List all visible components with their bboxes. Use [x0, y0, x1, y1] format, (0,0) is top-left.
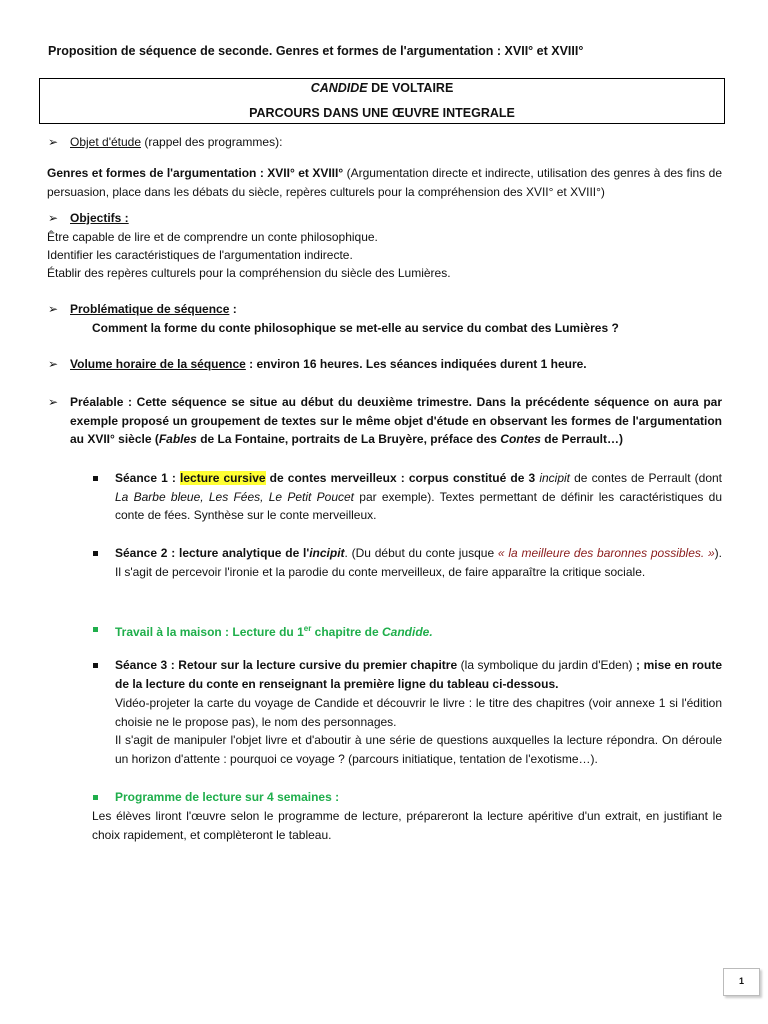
problematique-label: Problématique de séquence [70, 302, 230, 316]
travail-sup: er [303, 624, 312, 633]
travail-candide: Candide. [382, 625, 433, 639]
seance3-video: Vidéo-projeter la carte du voyage de Candide et découvrir le livre : le titre des chapitres (voir annexe 1 si l'édition choisie ne le propose pas), le nom des personnages. [115, 696, 722, 729]
travail-text: Travail à la maison : Lecture du 1 [115, 625, 304, 639]
volume-line [70, 355, 587, 374]
square-bullet-icon [93, 795, 98, 800]
seance3-label: Séance 3 : Retour sur la lecture cursive du premier chapitre [115, 658, 458, 672]
seance1-paragraph [115, 469, 722, 525]
seance2-text: ). Il s'agit de percevoir l'ironie et la parodie du conte merveilleux, de faire apparaître la critique sociale. [115, 546, 722, 579]
volume-label: Volume horaire de la séquence [70, 357, 246, 371]
programme-text: Les élèves liront l'œuvre selon le programme de lecture, prépareront la lecture apéritive d'un extrait, en justifiant le choix rapidement, et complèteront le tableau. [92, 809, 722, 842]
subtitle-line: PARCOURS DANS UNE ŒUVRE INTEGRALE [249, 106, 515, 120]
programme-label: Programme de lecture sur 4 semaines : [115, 790, 340, 804]
seance3-text: (la symbolique du jardin d'Eden) [457, 658, 637, 672]
seance1-incipit: incipit [539, 471, 571, 485]
seance2-quote: « la meilleure des baronnes possibles. » [497, 546, 715, 560]
seance2-paragraph [115, 544, 722, 581]
problematique-suffix: : [229, 302, 237, 316]
document-header: Proposition de séquence de seconde. Genres et formes de l'argumentation : XVII° et XVIII° [48, 44, 584, 58]
arrow-bullet-icon: ➢ [48, 135, 59, 149]
genres-rest: (Argumentation directe et indirecte, utilisation des genres à des fins de persuasion, place dans les débats du siècle, repères culturels pour la compréhension des XVII° et XVIII°) [47, 166, 722, 199]
seance2-text: . (Du début du conte jusque [344, 546, 498, 560]
seance1-titles: La Barbe bleue, Les Fées, Le Petit Poucet [115, 489, 354, 504]
title-line [40, 81, 724, 95]
seance1-text: par exemple). Textes permettant de définir les caractéristiques du conte de fées. Synthèse sur le conte merveilleux. [115, 489, 722, 522]
prealable-text: de Perrault…) [540, 432, 623, 446]
arrow-bullet-icon: ➢ [48, 395, 59, 409]
objectif-line: Identifier les caractéristiques de l'argumentation indirecte. [47, 248, 353, 262]
square-bullet-icon [93, 476, 98, 481]
problematique-heading [70, 300, 237, 319]
objet-label: Objet d'étude [70, 135, 142, 149]
prealable-text: de La Fontaine, portraits de La Bruyère, préface des [196, 432, 501, 446]
arrow-bullet-icon: ➢ [48, 211, 59, 225]
volume-rest: : environ 16 heures. Les séances indiquées durent 1 heure. [245, 357, 587, 371]
problematique-question: Comment la forme du conte philosophique se met-elle au service du combat des Lumières ? [92, 321, 619, 335]
title-italic: CANDIDE [310, 81, 368, 95]
seance1-highlight: lecture cursive [180, 471, 266, 485]
prealable-paragraph [70, 393, 722, 449]
square-bullet-icon [93, 627, 98, 632]
seance3-paragraph [115, 656, 722, 693]
seance1-text: de contes merveilleux : corpus constitué de 3 [265, 471, 540, 485]
seance1-label: Séance 1 : [115, 471, 181, 485]
prealable-contes: Contes [500, 432, 541, 446]
seance2-incipit: incipit [309, 546, 345, 560]
objet-suffix: (rappel des programmes): [141, 135, 283, 149]
square-bullet-icon [93, 663, 98, 668]
travail-line [115, 620, 433, 642]
objet-heading [70, 133, 282, 152]
seance2-label: Séance 2 : lecture analytique de l' [115, 546, 310, 560]
objectif-line: Établir des repères culturels pour la compréhension du siècle des Lumières. [47, 266, 451, 280]
objectifs-label: Objectifs : [70, 211, 129, 225]
arrow-bullet-icon: ➢ [48, 357, 59, 371]
seance1-text: de contes de Perrault (dont [570, 471, 723, 485]
page-number: 1 [723, 968, 760, 996]
objectif-line: Être capable de lire et de comprendre un conte philosophique. [47, 230, 378, 244]
seance3-objet-livre: Il s'agit de manipuler l'objet livre et d'aboutir à une série de questions auxquelles la lecture répondra. On déroule un horizon d'attente : pourquoi ce voyage ? (parcours initiatique, tentation de l'exotisme…). [115, 733, 722, 766]
title-box [39, 78, 725, 124]
arrow-bullet-icon: ➢ [48, 302, 59, 316]
seance3-text: ; mise en route de la lecture du conte en renseignant la première ligne du tableau ci-dessous. [115, 658, 722, 691]
travail-text: chapitre de [311, 625, 382, 639]
title-rest: DE VOLTAIRE [367, 81, 454, 95]
square-bullet-icon [93, 551, 98, 556]
prealable-text: Préalable : Cette séquence se situe au début du deuxième trimestre. Dans la précédente séquence on aura par exemple proposé un groupement de textes sur le même objet d'étude en observant les formes de l'argumentation au XVII° siècle ( [70, 395, 722, 446]
objet-paragraph [47, 164, 722, 201]
genres-bold: Genres et formes de l'argumentation : XVII° et XVIII° [47, 166, 344, 180]
prealable-fables: Fables [158, 432, 197, 446]
